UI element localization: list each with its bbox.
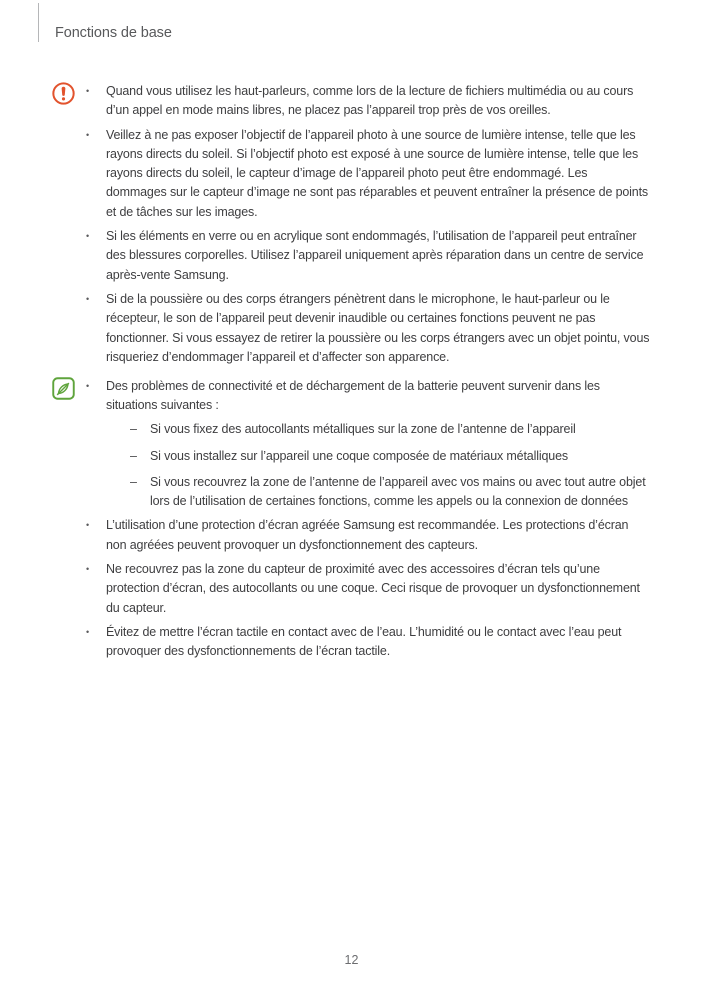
warning-icon (52, 82, 75, 105)
bullet-text: Veillez à ne pas exposer l’objectif de l’appareil photo à une source de lumière intense, telle que les rayons directs du soleil. Si l’objectif photo est exposé à une source de lumière intense, telle que les rayons directs du soleil, le capteur d’image de l’appareil photo peut être endommagé. Les dommages sur le capteur d’image ne sont pas réparables et peuvent entraîner la présence de points et de tâches sur les images. (106, 127, 649, 219)
notice-body (86, 82, 650, 372)
sub-bullet-item (130, 420, 650, 439)
bullet-marker: • (86, 293, 90, 304)
bullet-item (86, 623, 650, 662)
sub-bullet-text: Si vous recouvrez la zone de l’antenne de l’appareil avec vos mains ou avec tout autre objet lors de l’utilisation de certaines fonctions, comme les appels ou la connexion de données (150, 474, 646, 509)
bullet-item (86, 516, 650, 555)
bullet-marker: • (86, 231, 90, 242)
bullet-item (86, 227, 650, 285)
bullet-text: L’utilisation d’une protection d’écran agréée Samsung est recommandée. Les protections d’écran non agréées peuvent provoquer un dysfonctionnement des capteurs. (106, 518, 629, 552)
page-title: Fonctions de base (55, 25, 172, 41)
bullet-marker: • (86, 520, 90, 531)
warning-notice-block (52, 82, 650, 372)
sub-bullet-item (130, 473, 650, 512)
bullet-text: Évitez de mettre l’écran tactile en contact avec de l’eau. L’humidité ou le contact avec l’eau peut provoquer des dysfonctionnements de l’écran tactile. (106, 624, 622, 659)
page-footer (0, 953, 703, 967)
sub-bullet-text: Si vous fixez des autocollants métalliques sur la zone de l’antenne de l’appareil (150, 422, 576, 437)
bullet-item (86, 82, 650, 121)
bullet-text: Des problèmes de connectivité et de déchargement de la batterie peuvent survenir dans les situations suivantes : (106, 379, 600, 413)
bullet-marker: • (86, 129, 90, 140)
sub-bullet-text: Si vous installez sur l’appareil une coque composée de matériaux métalliques (150, 448, 569, 463)
notice-icon-column (52, 377, 86, 400)
page-number: 12 (344, 953, 359, 967)
dash-marker: – (130, 474, 137, 489)
dash-marker: – (130, 422, 137, 437)
bullet-item (86, 377, 650, 511)
bullet-text: Quand vous utilisez les haut-parleurs, comme lors de la lecture de fichiers multimédia ou au cours d’un appel en mode mains libres, ne placez pas l’appareil trop près de vos oreilles. (106, 84, 634, 118)
bullet-text: Si les éléments en verre ou en acrylique sont endommagés, l’utilisation de l’appareil peut entraîner des blessures corporelles. Utilisez l’appareil uniquement après réparation dans un centre de service après-vente Samsung. (106, 229, 644, 282)
bullet-item (86, 560, 650, 618)
notice-icon-column (52, 82, 86, 105)
page-content (52, 82, 650, 667)
bullet-text: Ne recouvrez pas la zone du capteur de proximité avec des accessoires d’écran tels qu’une protection d’écran, des autocollants ou une coque. Ceci risque de provoquer un dysfonctionnement du capteur. (106, 562, 640, 615)
notice-body (86, 377, 650, 666)
bullet-marker: • (86, 86, 90, 96)
bullet-marker: • (86, 381, 90, 392)
dash-marker: – (130, 448, 137, 463)
bullet-body (106, 377, 650, 511)
bullet-text: Si de la poussière ou des corps étrangers pénètrent dans le microphone, le haut-parleur ou le récepteur, le son de l’appareil peut devenir inaudible ou certaines fonctions peuvent ne pas fonctionner. Si vous essayez de retirer la poussière ou les corps étrangers avec un objet pointu, vous risqueriez d’endommager l’appareil et d’affecter son apparence. (106, 291, 650, 364)
bullet-marker: • (86, 626, 90, 637)
note-icon (52, 377, 75, 400)
bullet-marker: • (86, 564, 90, 575)
sub-bullet-item (130, 447, 650, 466)
bullet-item (86, 290, 650, 367)
note-notice-block (52, 377, 650, 666)
bullet-item (86, 126, 650, 222)
header-rule (38, 3, 39, 42)
